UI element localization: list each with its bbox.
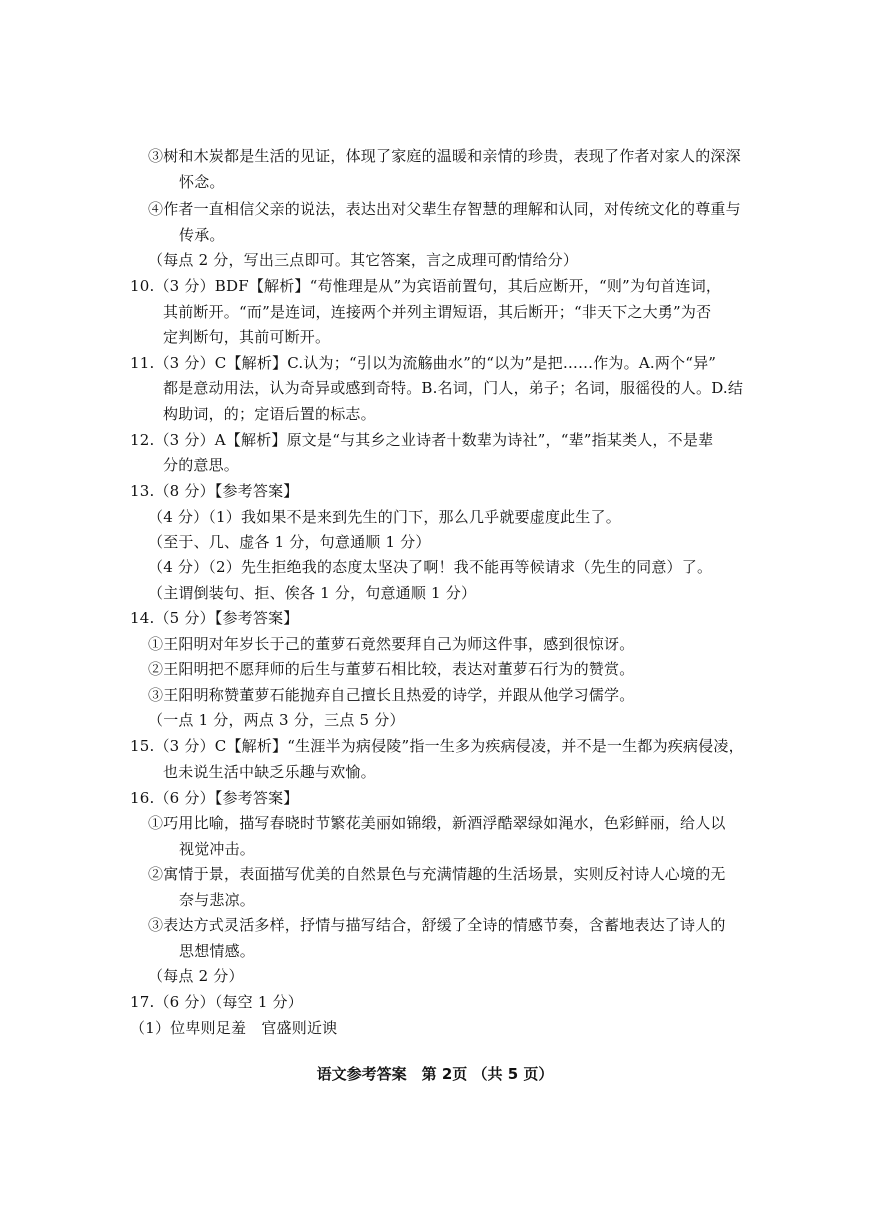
q9-item4-line1: ④作者一直相信父亲的说法，表达出对父辈生存智慧的理解和认同，对传统文化的尊重与: [148, 200, 741, 218]
q10-line2: 其前断开。“而”是连词，连接两个并列主谓短语，其后断开；“非天下之大勇”为否: [163, 303, 712, 321]
q16-scoring: （每点 2 分）: [148, 967, 244, 985]
q13-answer-2: （4 分）（2）先生拒绝我的态度太坚决了啊！我不能再等候请求（先生的同意）了。: [148, 558, 713, 576]
q16-item3-line1: ③表达方式灵活多样，抒情与描写结合，舒缓了全诗的情感节奏，含蓄地表达了诗人的: [148, 916, 726, 934]
q16-heading: 16.（6 分）【参考答案】: [130, 789, 299, 807]
q14-scoring: （一点 1 分，两点 3 分，三点 5 分）: [148, 711, 405, 729]
q11-line3: 构助词，的；定语后置的标志。: [163, 405, 376, 423]
q9-item4-line2: 传承。: [179, 226, 225, 244]
q9-item3-line1: ③树和木炭都是生活的见证，体现了家庭的温暖和亲情的珍贵，表现了作者对家人的深深: [148, 147, 741, 165]
q16-item3-line2: 思想情感。: [179, 942, 256, 960]
q17-heading: 17.（6 分）（每空 1 分）: [130, 993, 303, 1011]
q13-answer-1-scoring: （至于、几、虚各 1 分，句意通顺 1 分）: [148, 533, 431, 551]
q13-answer-1: （4 分）（1）我如果不是来到先生的门下，那么几乎就要虚度此生了。: [148, 508, 621, 526]
q11-line1: 11.（3 分）C【解析】C.认为；“引以为流觞曲水”的“以为”是把……作为。A.两个“异”: [130, 354, 717, 372]
q10-line1: 10.（3 分）BDF【解析】“苟惟理是从”为宾语前置句，其后应断开，“则”为句首连词，: [130, 277, 722, 295]
q16-item1-line2: 视觉冲击。: [179, 840, 256, 858]
q15-line2: 也未说生活中缺乏乐趣与欢愉。: [163, 763, 376, 781]
q10-line3: 定判断句，其前可断开。: [163, 328, 331, 346]
q12-line2: 分的意思。: [163, 456, 240, 474]
q16-item1-line1: ①巧用比喻，描写春晓时节繁花美丽如锦缎，新酒浮酷翠绿如渑水，色彩鲜丽，给人以: [148, 814, 726, 832]
q15-line1: 15.（3 分）C【解析】“生涯半为病侵陵”指一生多为疾病侵凌，并不是一生都为疾病侵凌，: [130, 737, 744, 755]
q9-scoring: （每点 2 分，写出三点即可。其它答案，言之成理可酌情给分）: [148, 251, 579, 269]
q13-answer-2-scoring: （主谓倒装句、拒、俟各 1 分，句意通顺 1 分）: [148, 584, 477, 602]
q17-answer-1: （1）位卑则足羞 官盛则近谀: [130, 1019, 338, 1037]
q13-heading: 13.（8 分）【参考答案】: [130, 482, 299, 500]
q16-item2-line1: ②寓情于景，表面描写优美的自然景色与充满情趣的生活场景，实则反衬诗人心境的无: [148, 865, 726, 883]
q14-item-3: ③王阳明称赞董萝石能抛弃自己擅长且热爱的诗学，并跟从他学习儒学。: [148, 686, 635, 704]
q14-heading: 14.（5 分）【参考答案】: [130, 609, 299, 627]
q11-line2: 都是意动用法，认为奇异或感到奇特。B.名词，门人，弟子；名词，服徭役的人。D.结: [163, 379, 744, 397]
q9-item3-line2: 怀念。: [179, 173, 225, 191]
q14-item-1: ①王阳明对年岁长于己的董萝石竟然要拜自己为师这件事，感到很惊讶。: [148, 635, 635, 653]
q16-item2-line2: 奈与悲凉。: [179, 891, 256, 909]
q12-line1: 12.（3 分）A【解析】原文是“与其乡之业诗者十数辈为诗社”，“辈”指某类人，不是辈: [130, 431, 714, 449]
q14-item-2: ②王阳明把不愿拜师的后生与董萝石相比较，表达对董萝石行为的赞赏。: [148, 660, 635, 678]
page-footer: 语文参考答案 第 2页 （共 5 页）: [316, 1065, 554, 1083]
